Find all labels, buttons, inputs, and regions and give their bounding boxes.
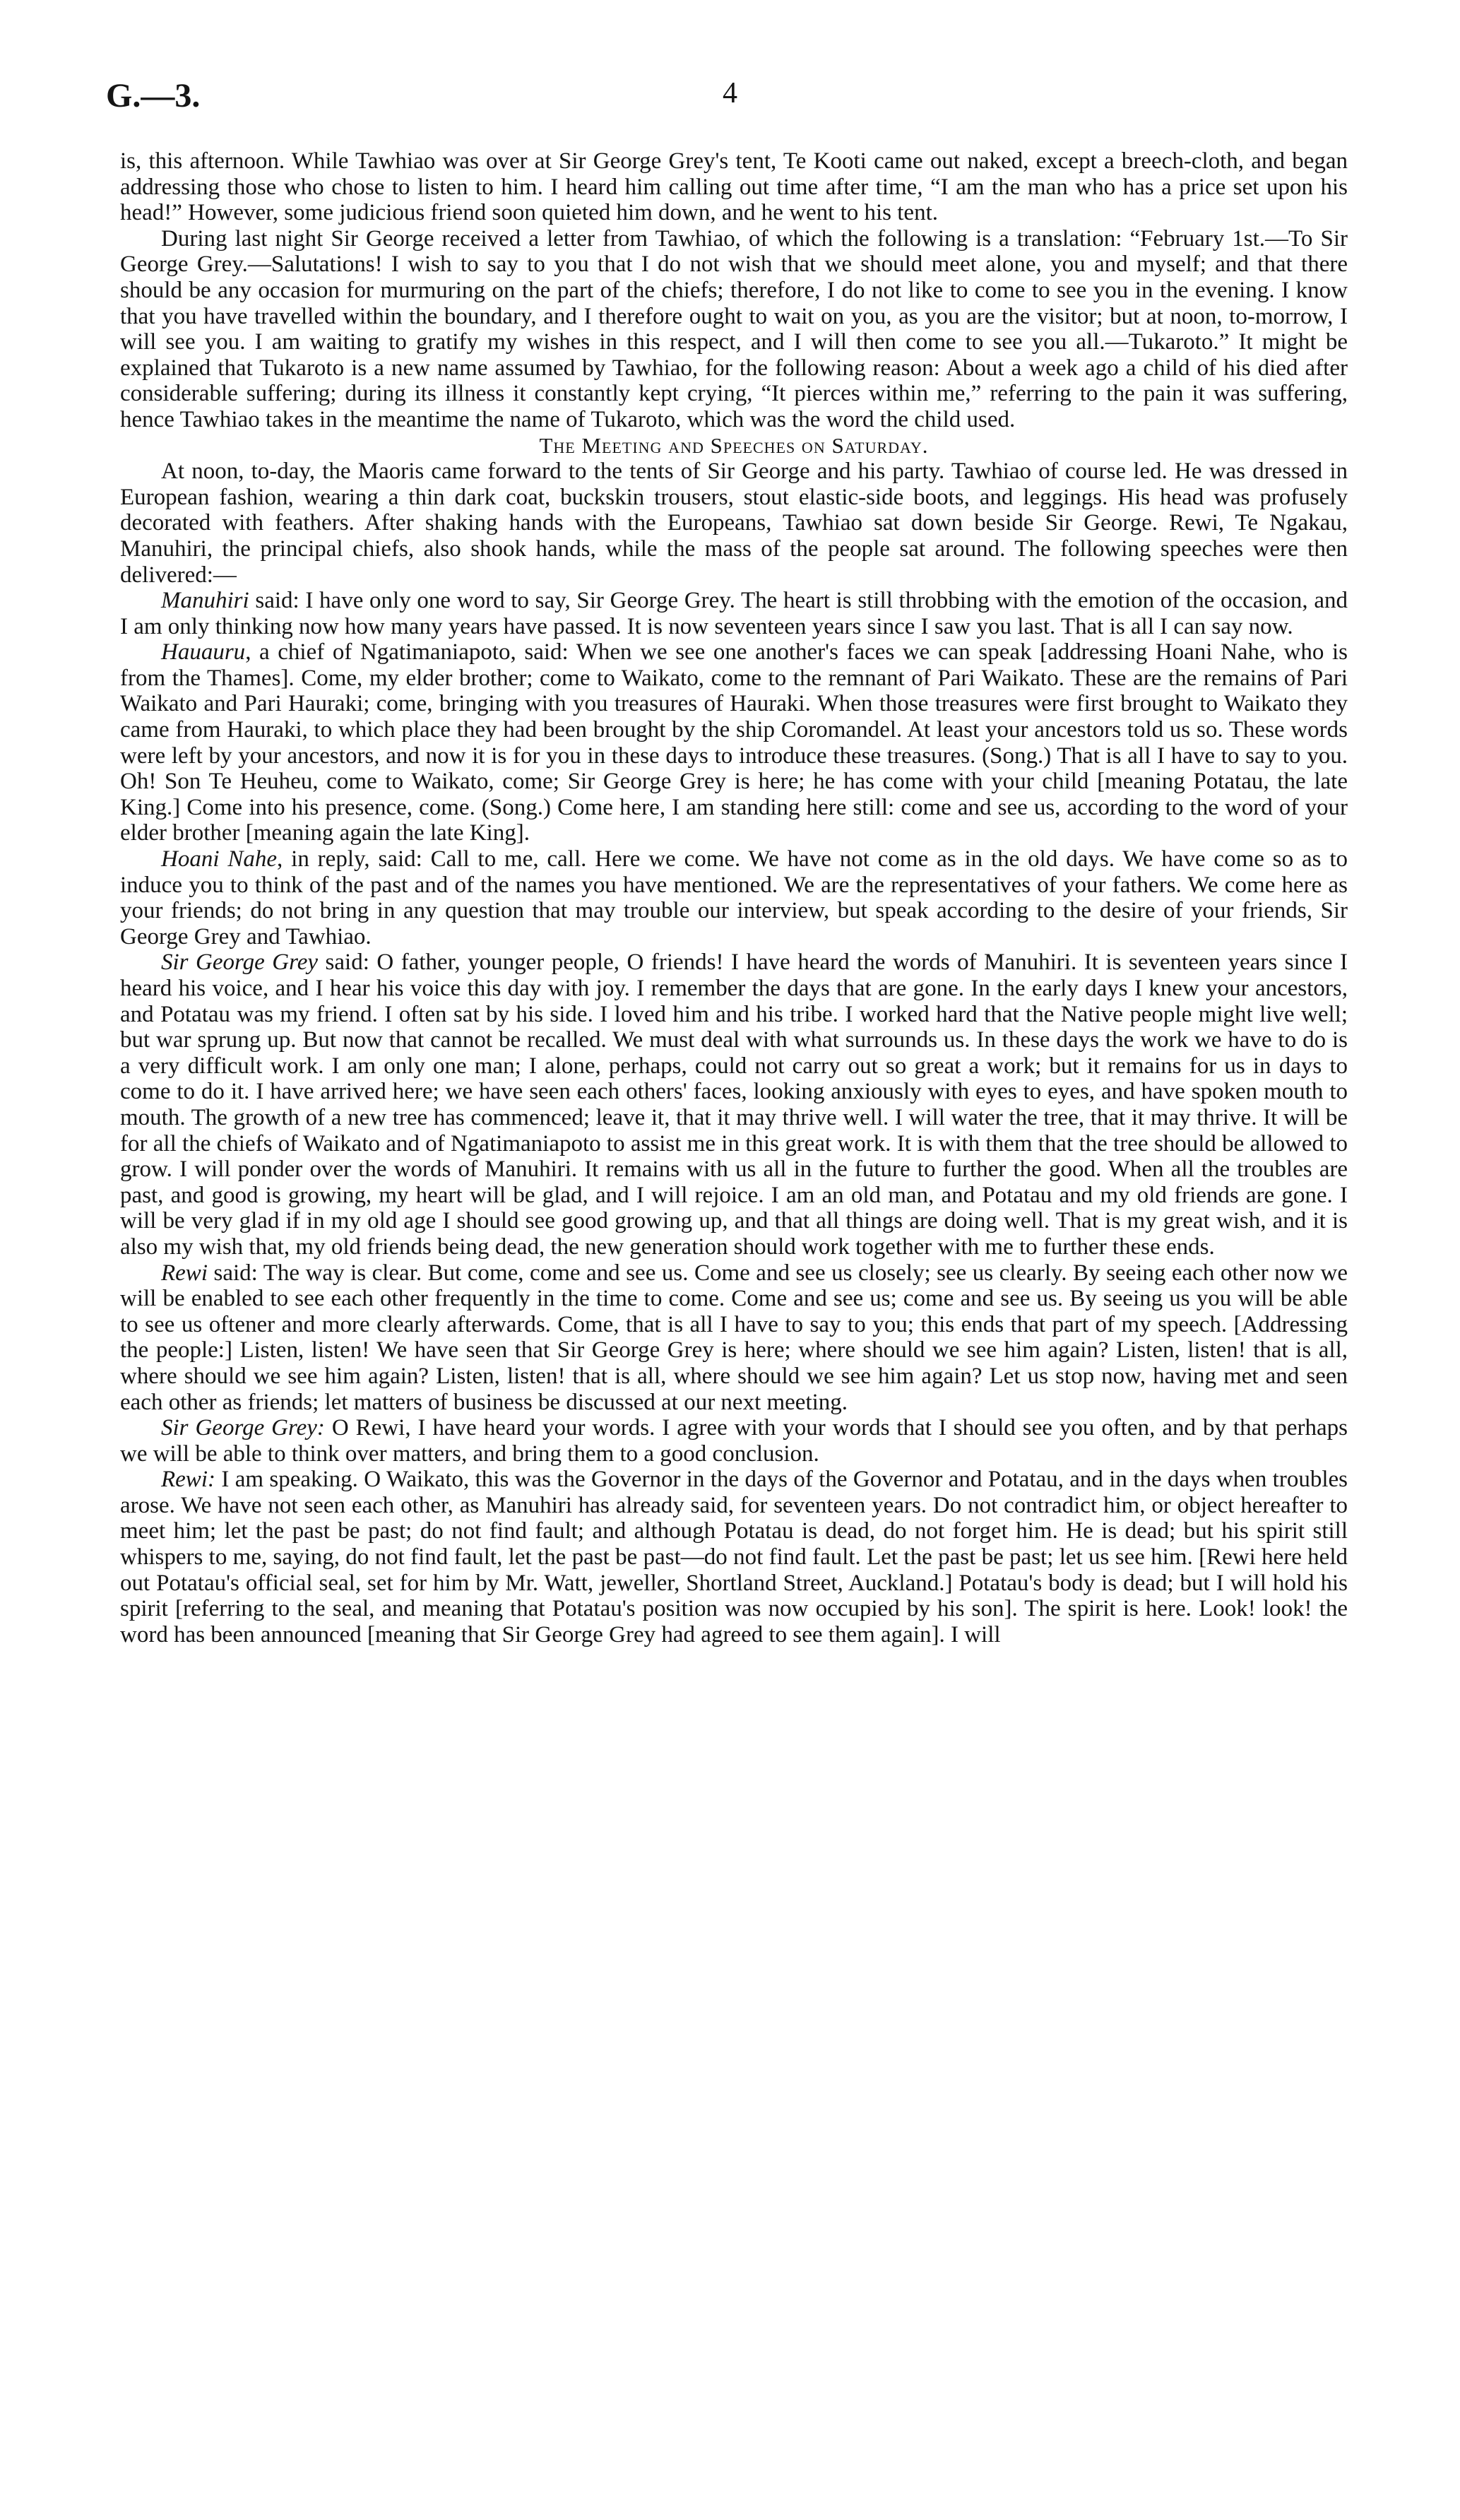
paragraph <box>120 459 1348 588</box>
paragraph-text: is, this afternoon. While Tawhiao was over at Sir George Grey's tent, Te Kooti came out naked, except a breech-cloth, and began addressing those who chose to listen to him. I heard him calling out time after time, “I am the man who has a price set upon his head!” However, some judicious friend soon quieted him down, and he went to his tent. <box>120 148 1348 226</box>
speech-text: , in reply, said: Call to me, call. Here we come. We have not come as in the old days. We have come so as to induce you to think of the past and of the names you have mentioned. We are the representatives of your fathers. We come here as your friends; do not bring in any question that may trouble our interview, but speak according to the desire of your friends, Sir George Grey and Tawhiao. <box>120 846 1348 950</box>
speech-text: said: O father, younger people, O friends! I have heard the words of Manuhiri. It is seventeen years since I heard his voice, and I hear his voice this day with joy. I remember the days that are gone. In the early days I knew your ancestors, and Potatau was my friend. I often sat by his side. I loved him and his tribe. I worked hard that the Native people might live well; but war sprung up. But now that cannot be recalled. We must deal with what surrounds us. In these days the work we have to do is a very difficult work. I am only one man; I alone, perhaps, could not carry out so great a work; but it remains for us in days to come to do it. I have arrived here; we have seen each others' faces, looking anxiously with eyes to eyes, and have spoken mouth to mouth. The growth of a new tree has commenced; leave it, that it may thrive well. I will water the tree, that it may thrive. It will be for all the chiefs of Waikato and of Ngatimaniapoto to assist me in this great work. It is with them that the tree should be allowed to grow. I will ponder over the words of Manuhiri. It remains with us all in the future to further the good. When all the troubles are past, and good is growing, my heart will be glad, and I will rejoice. I am an old man, and Potatau and my old friends are gone. I will be very glad if in my old age I should see good growing up, and that all things are doing well. That is my great wish, and it is also my wish that, my old friends being dead, the new generation should work together with me to further these ends. <box>120 950 1348 1260</box>
speaker-name: Sir George Grey: <box>161 1415 325 1441</box>
speech-paragraph <box>120 846 1348 950</box>
speech-text: O Rewi, I have heard your words. I agree with your words that I should see you often, and by that perhaps we will be able to think over matters, and bring them to a good conclusion. <box>120 1415 1348 1467</box>
speech-text: , a chief of Ngatimaniapoto, said: When we see one another's faces we can speak [addressing Hoani Nahe, who is from the Thames]. Come, my elder brother; come to Waikato, come to the remnant of Pari Waikato. These are the remains of Pari Waikato and Pari Hauraki; come, bringing with you treasures of Hauraki. When those treasures were first brought to Waikato they came from Hauraki, to which place they had been brought by the ship Coromandel. At least your ancestors told us so. These words were left by your ancestors, and now it is for you in these days to introduce these treasures. (Song.) That is all I have to say to you. Oh! Son Te Heuheu, come to Waikato, come; Sir George Grey is here; he has come with your child [meaning Potatau, the late King.] Come into his presence, come. (Song.) Come here, I am standing here still: come and see us, according to the word of your elder brother [meaning again the late King]. <box>120 639 1348 846</box>
speaker-name: Manuhiri <box>161 588 249 614</box>
paragraph <box>120 226 1348 433</box>
document-body <box>120 148 1348 1648</box>
page-number: 4 <box>723 77 737 110</box>
speech-paragraph <box>120 639 1348 846</box>
speech-paragraph <box>120 1467 1348 1648</box>
document-id: G.—3. <box>106 77 201 114</box>
speaker-name: Hauauru <box>161 639 246 666</box>
speech-text: I am speaking. O Waikato, this was the Governor in the days of the Governor and Potatau, and in the days when troubles arose. We have not seen each other, as Manuhiri has already said, for seventeen years. Do not contradict him, or object hereafter to meet him; let the past be past; do not find fault; and although Potatau is dead, do not forget him. He is dead; but his spirit still whispers to me, saying, do not find fault, let the past be past—do not find fault. Let the past be past; let us see him. [Rewi here held out Potatau's official seal, set for him by Mr. Watt, jeweller, Shortland Street, Auckland.] Potatau's body is dead; but I will hold his spirit [referring to the seal, and meaning that Potatau's position was now occupied by his son]. The spirit is here. Look! look! the word has been announced [meaning that Sir George Grey had agreed to see them again]. I will <box>120 1467 1348 1648</box>
speech-paragraph <box>120 950 1348 1260</box>
speaker-name: Rewi <box>161 1260 208 1286</box>
section-heading: The Meeting and Speeches on Saturday. <box>539 432 929 458</box>
page-header <box>106 76 1354 119</box>
paragraph-text: At noon, to-day, the Maoris came forward to the tents of Sir George and his party. Tawhiao of course led. He was dressed in European fashion, wearing a thin dark coat, buckskin trousers, stout elastic-side boots, and leggings. His head was profusely decorated with feathers. After shaking hands with the Europeans, Tawhiao sat down beside Sir George. Rewi, Te Ngakau, Manuhiri, the principal chiefs, also shook hands, while the mass of the people sat around. The following speeches were then delivered:— <box>120 459 1348 588</box>
speech-text: said: The way is clear. But come, come and see us. Come and see us closely; see us clearly. By seeing each other now we will be enabled to see each other frequently in the time to come. Come and see us; come and see us. By seeing us you will be able to see us oftener and more clearly afterwards. Come, that is all I have to say to you; this ends that part of my speech. [Addressing the people:] Listen, listen! We have seen that Sir George Grey is here; where should we see him again? Listen, listen! that is all, where should we see him again? Listen, listen! that is all, where should we see him again? Let us stop now, having met and seen each other as friends; let matters of business be discussed at our next meeting. <box>120 1260 1348 1415</box>
paragraph <box>120 148 1348 226</box>
speaker-name: Hoani Nahe <box>161 846 278 872</box>
speech-paragraph <box>120 1415 1348 1467</box>
speech-text: said: I have only one word to say, Sir George Grey. The heart is still throbbing with the emotion of the occasion, and I am only thinking now how many years have passed. It is now seventeen years since I saw you last. That is all I can say now. <box>120 588 1348 639</box>
speaker-name: Sir George Grey <box>161 950 319 976</box>
speech-paragraph <box>120 588 1348 639</box>
speech-paragraph <box>120 1260 1348 1416</box>
paragraph-text: During last night Sir George received a letter from Tawhiao, of which the following is a translation: “February 1st.—To Sir George Grey.—Salutations! I wish to say to you that I do not wish that we should meet alone, you and myself; and that there should be any occasion for murmuring on the part of the chiefs; therefore, I do not like to come to see you in the evening. I know that you have travelled within the boundary, and I therefore ought to wait on you, as you are the visitor; but at noon, to-morrow, I will see you. I am waiting to gratify my wishes in this respect, and I will then come to see you all.—Tukaroto.” It might be explained that Tukaroto is a new name assumed by Tawhiao, for the following reason: About a week ago a child of his died after considerable suffering; during its illness it constantly kept crying, “It pierces within me,” referring to the pain it was suffering, hence Tawhiao takes in the meantime the name of Tukaroto, which was the word the child used. <box>120 225 1348 432</box>
speaker-name: Rewi: <box>161 1467 215 1493</box>
